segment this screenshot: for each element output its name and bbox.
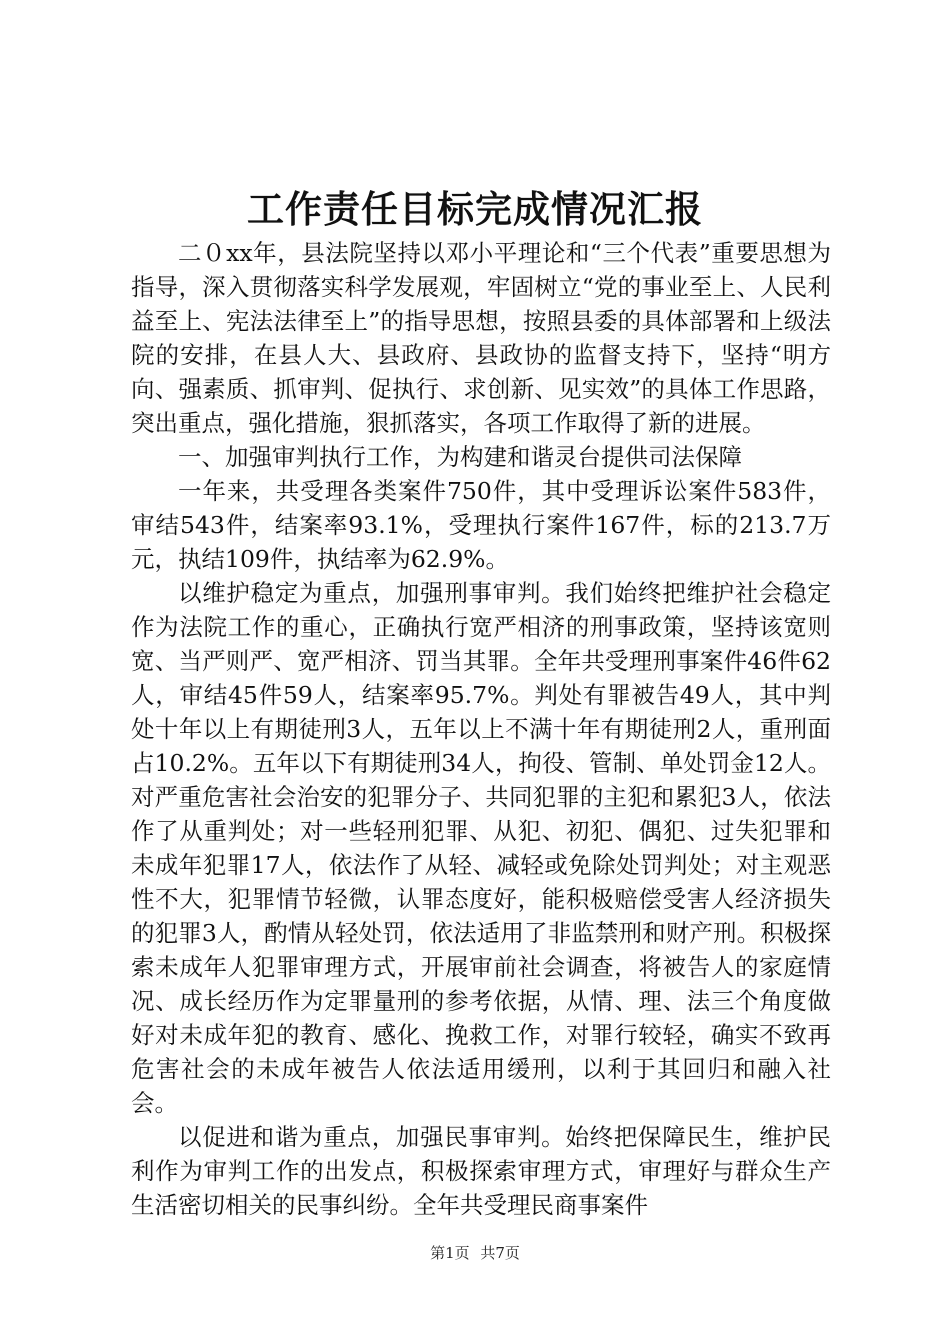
document-body	[131, 236, 831, 1222]
page-footer	[0, 1242, 950, 1264]
paragraph-case-stats: 一年来，共受理各类案件750件，其中受理诉讼案件583件，审结543件，结案率93.1%，受理执行案件167件，标的213.7万元，执结109件，执结率为62.9%。	[131, 477, 831, 573]
paragraph-criminal-trial: 以维护稳定为重点，加强刑事审判。我们始终把维护社会稳定作为法院工作的重心，正确执行宽严相济的刑事政策，坚持该宽则宽、当严则严、宽严相济、罚当其罪。全年共受理刑事案件46件62人，审结45件59人，结案率95.7%。判处有罪被告49人，其中判处十年以上有期徒刑3人，五年以上不满十年有期徒刑2人，重刑面占10.2%。五年以下有期徒刑34人，拘役、管制、单处罚金12人。对严重危害社会治安的犯罪分子、共同犯罪的主犯和累犯3人，依法作了从重判处；对一些轻刑犯罪、从犯、初犯、偶犯、过失犯罪和未成年犯罪17人，依法作了从轻、减轻或免除处罚判处；对主观恶性不大，犯罪情节轻微，认罪态度好，能积极赔偿受害人经济损失的犯罪3人，酌情从轻处罚，依法适用了非监禁刑和财产刑。积极探索未成年人犯罪审理方式，开展审前社会调查，将被告人的家庭情况、成长经历作为定罪量刑的参考依据，从情、理、法三个角度做好对未成年犯的教育、感化、挽救工作，对罪行较轻，确实不致再危害社会的未成年被告人依法适用缓刑，以利于其回归和融入社会。	[131, 579, 831, 1117]
section-heading: 一、加强审判执行工作，为构建和谐灵台提供司法保障	[178, 443, 742, 471]
page-total: 共7页	[480, 1244, 520, 1262]
paragraph-civil-trial: 以促进和谐为重点，加强民事审判。始终把保障民生，维护民利作为审判工作的出发点，积极探索审理方式，审理好与群众生产生活密切相关的民事纠纷。全年共受理民商事案件	[131, 1123, 831, 1219]
paragraph-intro: 二０xx年，县法院坚持以邓小平理论和“三个代表”重要思想为指导，深入贯彻落实科学发展观，牢固树立“党的事业至上、人民利益至上、宪法法律至上”的指导思想，按照县委的具体部署和上级法院的安排，在县人大、县政府、县政协的监督支持下，坚持“明方向、强素质、抓审判、促执行、求创新、见实效”的具体工作思路，突出重点，强化措施，狠抓落实，各项工作取得了新的进展。	[131, 239, 831, 437]
page-number: 第1页	[430, 1244, 470, 1262]
document-title: 工作责任目标完成情况汇报	[247, 187, 703, 231]
